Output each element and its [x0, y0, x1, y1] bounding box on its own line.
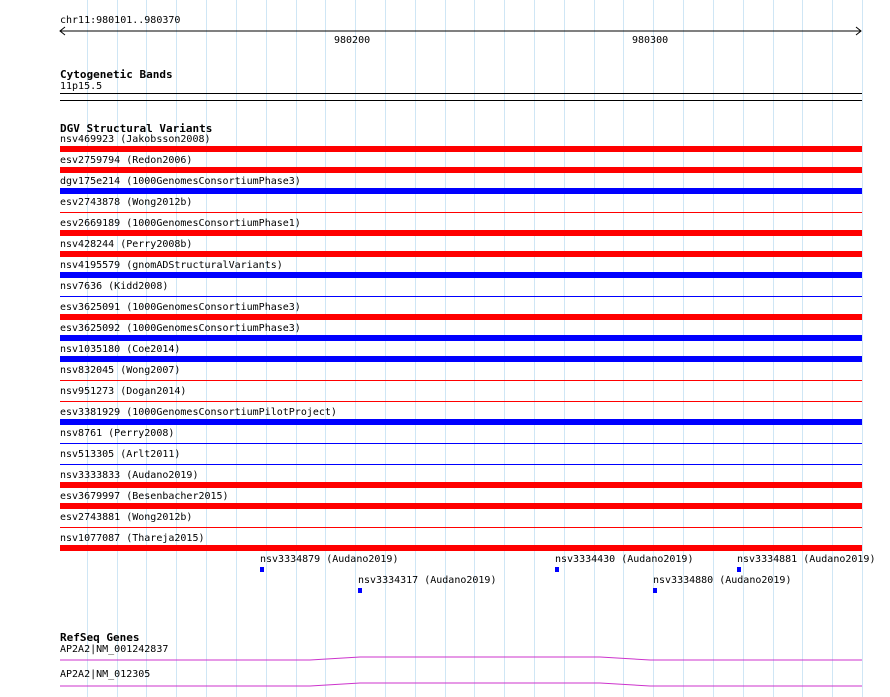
variant-label[interactable]: nsv469923 (Jakobsson2008) — [60, 134, 211, 145]
grid-line — [743, 0, 744, 697]
grid-line — [862, 0, 863, 697]
small-variant-label[interactable]: nsv3334317 (Audano2019) — [358, 575, 497, 586]
cytoband-bar-bottom — [60, 100, 862, 101]
grid-line — [683, 0, 684, 697]
variant-bar[interactable] — [60, 188, 862, 194]
cytoband-bar-top — [60, 93, 862, 94]
grid-line — [325, 0, 326, 697]
gene-model[interactable] — [60, 654, 862, 662]
variant-label[interactable]: esv3625091 (1000GenomesConsortiumPhase3) — [60, 302, 301, 313]
variant-label[interactable]: nsv951273 (Dogan2014) — [60, 386, 187, 397]
variant-bar[interactable] — [60, 146, 862, 152]
small-variant-label[interactable]: nsv3334430 (Audano2019) — [555, 554, 694, 565]
grid-line — [445, 0, 446, 697]
variant-label[interactable]: esv3381929 (1000GenomesConsortiumPilotProject) — [60, 407, 337, 418]
variant-bar[interactable] — [60, 251, 862, 257]
variant-label[interactable]: nsv4195579 (gnomADStructuralVariants) — [60, 260, 283, 271]
variant-label[interactable]: nsv1077087 (Thareja2015) — [60, 533, 205, 544]
gene-label[interactable]: AP2A2|NM_012305 — [60, 669, 151, 680]
variant-label[interactable]: nsv832045 (Wong2007) — [60, 365, 181, 376]
variant-label[interactable]: esv2759794 (Redon2006) — [60, 155, 193, 166]
variant-bar[interactable] — [60, 503, 862, 509]
grid-line — [564, 0, 565, 697]
variant-bar[interactable] — [60, 230, 862, 236]
grid-line — [206, 0, 207, 697]
variant-bar[interactable] — [60, 419, 862, 425]
gene-model[interactable] — [60, 680, 862, 688]
grid-line — [474, 0, 475, 697]
variant-label[interactable]: nsv428244 (Perry2008b) — [60, 239, 193, 250]
variant-bar[interactable] — [60, 296, 862, 297]
ruler-region: chr11:980101..980370 — [60, 15, 181, 26]
variant-bar[interactable] — [60, 464, 862, 465]
variant-label[interactable]: nsv513305 (Arlt2011) — [60, 449, 181, 460]
grid-line — [832, 0, 833, 697]
grid-line — [415, 0, 416, 697]
variant-bar[interactable] — [60, 335, 862, 341]
grid-line — [773, 0, 774, 697]
gene-label[interactable]: AP2A2|NM_001242837 — [60, 644, 169, 655]
small-variant-mark[interactable] — [358, 588, 362, 593]
grid-line — [385, 0, 386, 697]
variant-bar[interactable] — [60, 272, 862, 278]
refseq-track-title: RefSeq Genes — [60, 631, 140, 644]
variant-label[interactable]: esv2669189 (1000GenomesConsortiumPhase1) — [60, 218, 301, 229]
grid-line — [534, 0, 535, 697]
variant-label[interactable]: esv3679997 (Besenbacher2015) — [60, 491, 229, 502]
small-variant-mark[interactable] — [737, 567, 741, 572]
grid-line — [802, 0, 803, 697]
variant-label[interactable]: esv2743878 (Wong2012b) — [60, 197, 193, 208]
variant-bar[interactable] — [60, 167, 862, 173]
cytoband-track-title: Cytogenetic Bands — [60, 68, 173, 81]
grid-line — [355, 0, 356, 697]
small-variant-label[interactable]: nsv3334881 (Audano2019) — [737, 554, 876, 565]
variant-label[interactable]: nsv3333833 (Audano2019) — [60, 470, 199, 481]
small-variant-label[interactable]: nsv3334880 (Audano2019) — [653, 575, 792, 586]
grid-line — [713, 0, 714, 697]
variant-label[interactable]: esv2743881 (Wong2012b) — [60, 512, 193, 523]
variant-bar[interactable] — [60, 380, 862, 381]
variant-bar[interactable] — [60, 482, 862, 488]
variant-bar[interactable] — [60, 212, 862, 213]
variant-label[interactable]: nsv8761 (Perry2008) — [60, 428, 175, 439]
variant-bar[interactable] — [60, 401, 862, 402]
ruler-axis — [58, 26, 864, 38]
variant-bar[interactable] — [60, 527, 862, 528]
variant-label[interactable]: nsv7636 (Kidd2008) — [60, 281, 169, 292]
variant-label[interactable]: nsv1035180 (Coe2014) — [60, 344, 181, 355]
variant-bar[interactable] — [60, 356, 862, 362]
small-variant-mark[interactable] — [555, 567, 559, 572]
small-variant-mark[interactable] — [653, 588, 657, 593]
grid-line — [236, 0, 237, 697]
grid-line — [296, 0, 297, 697]
ruler-tick-label: 980200 — [334, 35, 371, 46]
variant-bar[interactable] — [60, 443, 862, 444]
small-variant-label[interactable]: nsv3334879 (Audano2019) — [260, 554, 399, 565]
cytoband-label: 11p15.5 — [60, 81, 103, 92]
variant-label[interactable]: dgv175e214 (1000GenomesConsortiumPhase3) — [60, 176, 301, 187]
ruler-tick-label: 980300 — [632, 35, 669, 46]
grid-line — [504, 0, 505, 697]
variant-bar[interactable] — [60, 314, 862, 320]
small-variant-mark[interactable] — [260, 567, 264, 572]
dgv-track-title: DGV Structural Variants — [60, 122, 213, 135]
grid-line — [623, 0, 624, 697]
variant-bar[interactable] — [60, 545, 862, 551]
grid-line — [266, 0, 267, 697]
grid-line — [594, 0, 595, 697]
variant-label[interactable]: esv3625092 (1000GenomesConsortiumPhase3) — [60, 323, 301, 334]
